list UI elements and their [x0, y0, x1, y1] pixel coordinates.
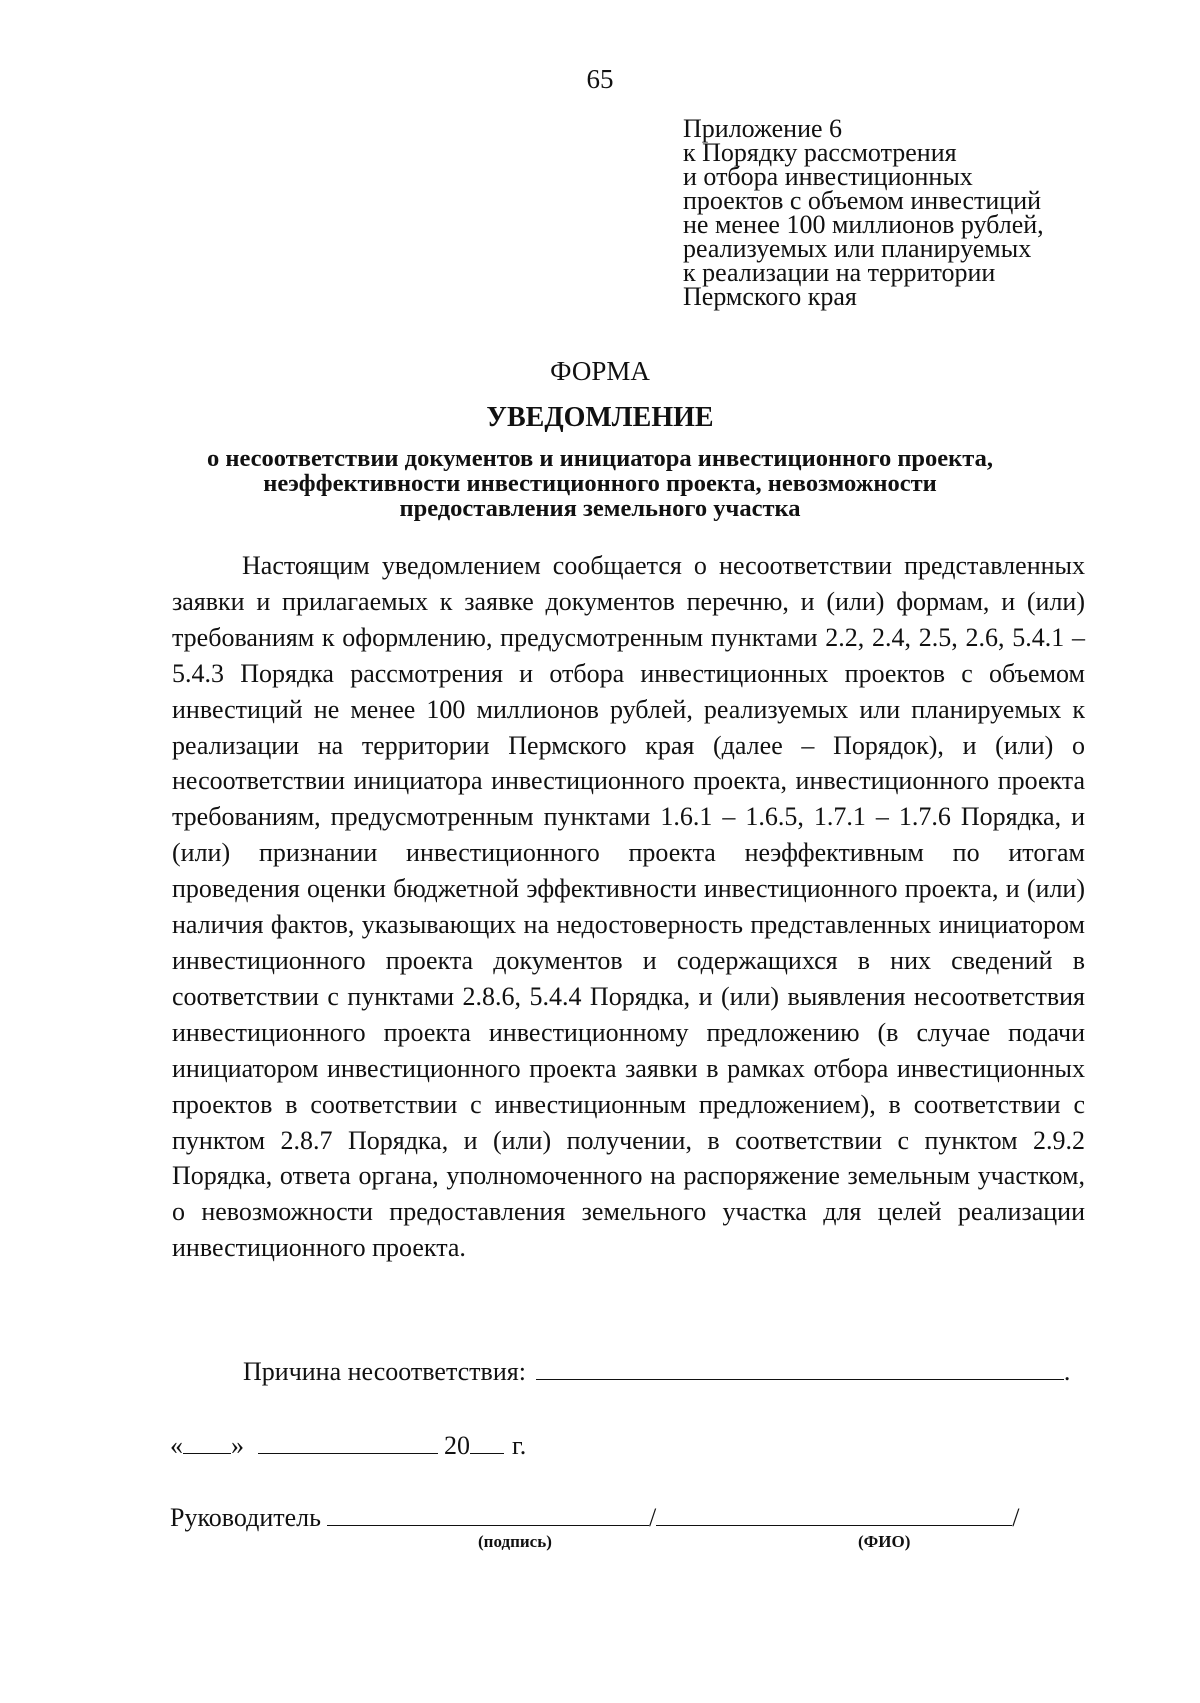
date-close-quote: »: [231, 1431, 244, 1460]
appendix-line: реализуемых или планируемых: [683, 234, 1032, 263]
subtitle-line: о несоответствии документов и инициатора инвестиционного проекта,: [206, 445, 994, 472]
appendix-reference: [683, 114, 1103, 311]
body-paragraph: Настоящим уведомлением сообщается о несоответствии представленных заявки и прилагаемых к заявке документов перечню, и (или) формам, и (или) требованиям к оформлению, предусмотренным пунктами 2.2, 2.4, 2.5, 2.6, 5.4.1 – 5.4.3 Порядка рассмотрения и отбора инвестиционных проектов с объемом инвестиций не менее 100 миллионов рублей, реализуемых или планируемых к реализации на территории Пермского края (далее – Порядок), и (или) о несоответствии инициатора инвестиционного проекта, инвестиционного проекта требованиям, предусмотренным пунктами 1.6.1 – 1.6.5, 1.7.1 – 1.7.6 Порядка, и (или) признании инвестиционного проекта неэффективным по итогам проведения оценки бюджетной эффективности инвестиционного проекта, и (или) наличия фактов, указывающих на недостоверность представленных инициатором инвестиционного проекта документов и содержащихся в них сведений в соответствии с пунктами 2.8.6, 5.4.4 Порядка, и (или) выявления несоответствия инвестиционного проекта инвестиционному предложению (в случае подачи инициатором инвестиционного проекта заявки в рамках отбора инвестиционных проектов в соответствии с инвестиционным предложением), в соответствии с пунктом 2.8.7 Порядка, и (или) получении, в соответствии с пунктом 2.9.2 Порядка, ответа органа, уполномоченного на распоряжение земельным участком, о невозможности предоставления земельного участка для целей реализации инвестиционного проекта.: [172, 551, 1085, 1263]
document-title: УВЕДОМЛЕНИЕ: [486, 402, 714, 433]
subtitle-line: неэффективности инвестиционного проекта, невозможности: [263, 470, 937, 497]
date-open-quote: «: [170, 1431, 183, 1460]
reason-end: .: [1063, 1357, 1071, 1386]
appendix-line: к реализации на территории: [683, 258, 996, 287]
day-blank-field[interactable]: [183, 1427, 231, 1454]
reason-blank-field[interactable]: [536, 1353, 1064, 1380]
form-label: ФОРМА: [550, 356, 650, 386]
appendix-line: Пермского края: [683, 282, 857, 311]
appendix-line: не менее 100 миллионов рублей,: [683, 210, 1044, 239]
signature-separator: /: [1012, 1503, 1020, 1532]
signature-label: Руководитель: [170, 1503, 321, 1532]
appendix-line: к Порядку рассмотрения: [683, 138, 957, 167]
name-caption: (ФИО): [858, 1532, 911, 1551]
signature-caption: (подпись): [478, 1532, 552, 1551]
reason-row: [243, 1353, 1070, 1387]
reason-label: Причина несоответствия:: [243, 1357, 526, 1386]
appendix-line: проектов с объемом инвестиций: [683, 186, 1042, 215]
year-prefix: 20: [444, 1431, 470, 1460]
appendix-line: и отбора инвестиционных: [683, 162, 973, 191]
document-subtitle: [150, 446, 1050, 521]
name-blank-field[interactable]: [656, 1499, 1012, 1526]
page-number: 65: [586, 64, 614, 94]
signature-separator: /: [649, 1503, 657, 1532]
subtitle-line: предоставления земельного участка: [399, 495, 801, 522]
month-blank-field[interactable]: [258, 1427, 438, 1454]
date-row: [170, 1427, 526, 1461]
year-blank-field[interactable]: [470, 1427, 504, 1454]
signature-row: [170, 1499, 1019, 1533]
signature-blank-field[interactable]: [327, 1499, 649, 1526]
appendix-line: Приложение 6: [683, 114, 843, 143]
year-suffix: г.: [512, 1431, 527, 1460]
